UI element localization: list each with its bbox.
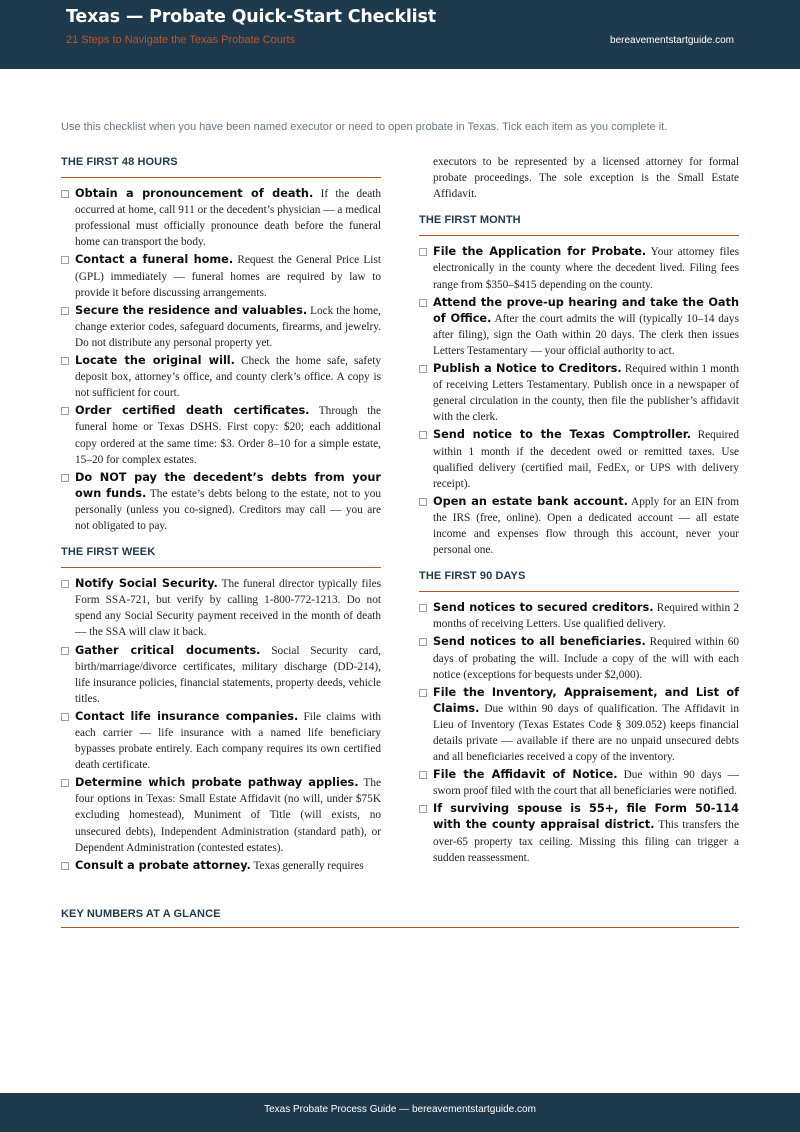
checklist-item-text: Texas generally requires: [250, 859, 364, 872]
checkbox[interactable]: [61, 407, 69, 415]
checklist-item: [61, 303, 381, 351]
checklist-item: [419, 361, 739, 425]
checklist-item-text: After the court admits the will (typically 10–14 days after filing), sign the Oath within 20 days. The clerk then issues Letters Testamentary — your official authority to act.: [433, 312, 739, 357]
checklist-item: [419, 427, 739, 491]
checklist-item-title: File the Inventory, Appraisement, and List of Claims.: [433, 685, 739, 715]
checklist-item-title: Contact life insurance companies.: [75, 709, 299, 723]
checklist-item: [61, 252, 381, 300]
checklist-item-title: Do NOT pay the decedent’s debts from your own funds.: [75, 470, 381, 500]
checkbox[interactable]: [419, 771, 427, 779]
checklist-item: [419, 685, 739, 765]
page-header: [0, 0, 800, 69]
checklist-item-title: Attend the prove-up hearing and take the Oath of Office.: [433, 295, 739, 325]
checklist-item-title: Send notice to the Texas Comptroller.: [433, 428, 691, 442]
checklist-item: [419, 767, 739, 799]
checklist-item-title: Contact a funeral home.: [75, 253, 234, 267]
checkbox[interactable]: [419, 365, 427, 373]
checklist-item: [61, 403, 381, 467]
checklist-item-text: Social Security card, birth/marriage/divorce certificates, military discharge (DD-214), life insurance policies, financial statements, property deeds, vehicle titles.: [75, 644, 381, 705]
checkbox[interactable]: [61, 862, 69, 870]
checklist-item-title: Send notices to secured creditors.: [433, 601, 654, 615]
checklist-first-week: [61, 576, 381, 874]
checklist-item-text: Due within 90 days of qualification. The Affidavit in Lieu of Inventory (Texas Estates Code § 309.052) keeps financial details private — available if there are no unpaid unsecured debts and all beneficiaries received a copy of the inventory.: [433, 702, 739, 764]
checklist-item-text: If the death occurred at home, call 911 or the decedent’s physician — a medical professional must officially pronounce death before the funeral home can transport the body.: [75, 188, 381, 249]
checklist-item-title: Publish a Notice to Creditors.: [433, 362, 622, 376]
checkbox[interactable]: [61, 256, 69, 264]
checklist-item-title: Determine which probate pathway applies.: [75, 776, 359, 790]
checkbox[interactable]: [419, 638, 427, 646]
checklist-item-title: File the Affidavit of Notice.: [433, 768, 618, 782]
checklist-item: [61, 775, 381, 855]
checklist-item: [61, 186, 381, 250]
checklist-item: [419, 494, 739, 558]
site-url: bereavementstartguide.com: [610, 35, 734, 46]
checklist-item: [61, 470, 381, 534]
checklist-item: [419, 600, 739, 632]
checklist-item: [61, 858, 381, 874]
page-footer: [0, 1093, 800, 1132]
checklist-item: [419, 244, 739, 292]
checklist-item-text: Required within 2 months of receiving Letters. Use qualified delivery.: [433, 602, 740, 631]
checklist-item-title: If surviving spouse is 55+, file Form 50-114 with the county appraisal district.: [433, 802, 739, 832]
checkbox[interactable]: [419, 689, 427, 697]
checkbox[interactable]: [61, 713, 69, 721]
checklist-item-text: The funeral director typically files Form SSA-721, but verify by calling 1-800-772-1213. Do not spend any Social Security payment received in the month of death — the SSA will claw it back.: [75, 578, 382, 639]
checklist-item: [419, 295, 739, 359]
checklist-item-text: Through the funeral home or Texas DSHS. First copy: $20; each additional copy ordered at the same time: $3. Order 8–10 for a simple estate, 15–20 for complex estates.: [75, 405, 381, 466]
checklist-item-text: Your attorney files electronically in the county where the decedent lived. Filing fees range from $350–$415 depending on the county.: [433, 246, 739, 291]
checkbox[interactable]: [61, 779, 69, 787]
checklist-item-text: Required within 60 days of probating the will. Include a copy of the will with each notice (exceptions for bequests under $2,000).: [433, 636, 739, 681]
checklist-item: [61, 353, 381, 401]
checkbox[interactable]: [419, 498, 427, 506]
checkbox[interactable]: [419, 805, 427, 813]
intro-text: Use this checklist when you have been named executor or need to open probate in Texas. Tick each item as you complete it.: [61, 121, 668, 133]
checklist-item: [61, 643, 381, 707]
checklist-item-title: Gather critical documents.: [75, 643, 261, 657]
page-title: Texas — Probate Quick-Start Checklist: [66, 7, 436, 27]
checkbox[interactable]: [61, 190, 69, 198]
checklist-item: [419, 801, 739, 865]
checklist-item-title: File the Application for Probate.: [433, 245, 647, 259]
checklist-item-text: Required within 1 month of receiving Letters Testamentary. Publish once in a newspaper of general circulation in the county, then file the publisher’s affidavit with the clerk.: [433, 363, 739, 424]
key-numbers-section: [61, 908, 739, 936]
checkbox[interactable]: [61, 357, 69, 365]
checklist-first-month: [419, 244, 739, 558]
checklist-item-title: Open an estate bank account.: [433, 494, 628, 508]
checklist-item-text: Apply for an EIN from the IRS (free, online). Open a dedicated account — all estate income and expenses flow through this account, never your personal one.: [433, 495, 739, 557]
checkbox[interactable]: [419, 431, 427, 439]
checklist-item-text: The four options in Texas: Small Estate Affidavit (no will, under $75K excluding homestead), Muniment of Title (will exists, no unsecured debts), Independent Administration (standard path), or Dependent Administration (contested estates).: [75, 777, 381, 854]
right-column: [419, 154, 739, 868]
checklist-item-text: Required within 1 month if the decedent owed or remitted taxes. Use qualified delivery (certified mail, FedEx, or UPS with delivery receipt).: [433, 429, 740, 490]
left-column: [61, 154, 381, 876]
checklist-item-title: Obtain a pronouncement of death.: [75, 187, 314, 201]
checklist-item-title: Locate the original will.: [75, 354, 235, 368]
checklist-item: [61, 709, 381, 773]
checkbox[interactable]: [61, 647, 69, 655]
section-heading-first-48-hours: THE FIRST 48 HOURS: [61, 154, 381, 178]
section-heading-first-week: THE FIRST WEEK: [61, 544, 381, 568]
checklist-item-text: This transfers the over-65 property tax ceiling. Missing this filing can trigger a sudden reassessment.: [433, 819, 739, 864]
page-subtitle: 21 Steps to Navigate the Texas Probate Courts: [66, 34, 296, 46]
section-heading-key-numbers: KEY NUMBERS AT A GLANCE: [61, 908, 739, 928]
checkbox[interactable]: [419, 604, 427, 612]
checklist-first-90-days: [419, 600, 739, 866]
checklist-item-title: Send notices to all beneficiaries.: [433, 635, 646, 649]
checkbox[interactable]: [61, 580, 69, 588]
checkbox[interactable]: [419, 248, 427, 256]
checklist-item-title: Consult a probate attorney.: [75, 858, 251, 872]
footer-text: Texas Probate Process Guide — bereavementstartguide.com: [264, 1104, 536, 1115]
checklist-item: [61, 576, 381, 640]
checklist-first-48-hours: [61, 186, 381, 534]
checklist-item-title: Notify Social Security.: [75, 577, 218, 591]
checklist-item-title: Secure the residence and valuables.: [75, 303, 308, 317]
checklist-item-text: File claims with each carrier — life insurance with a named life beneficiary bypasses probate entirely. Each company requires its own certified death certificate.: [75, 710, 381, 772]
checkbox[interactable]: [61, 474, 69, 482]
checklist-item-text: Check the home safe, safety deposit box, attorney’s office, and county clerk’s office. A copy is not sufficient for court.: [75, 355, 381, 400]
continued-text: executors to be represented by a licensed attorney for formal probate proceedings. The sole exception is the Small Estate Affidavit.: [433, 156, 739, 201]
checklist-item-title: Order certified death certificates.: [75, 404, 310, 418]
checklist-item-text: Lock the home, change exterior codes, safeguard documents, firearms, and jewelry. Do not distribute any personal property yet.: [75, 304, 381, 349]
section-heading-first-month: THE FIRST MONTH: [419, 212, 739, 236]
checklist-item: [419, 634, 739, 682]
checklist-item-text: Request the General Price List (GPL) immediately — funeral homes are required by law to provide it before discussing arrangements.: [75, 254, 381, 299]
checklist-item-text: Due within 90 days — sworn proof filed with the court that all beneficiaries were notified.: [433, 769, 739, 798]
checklist-item-text: The estate’s debts belong to the estate, not to you personally (unless you co-signed). Creditors may call — you are not obligated to pay.: [75, 487, 381, 532]
section-heading-first-90-days: THE FIRST 90 DAYS: [419, 568, 739, 592]
checkbox[interactable]: [61, 307, 69, 315]
checkbox[interactable]: [419, 299, 427, 307]
